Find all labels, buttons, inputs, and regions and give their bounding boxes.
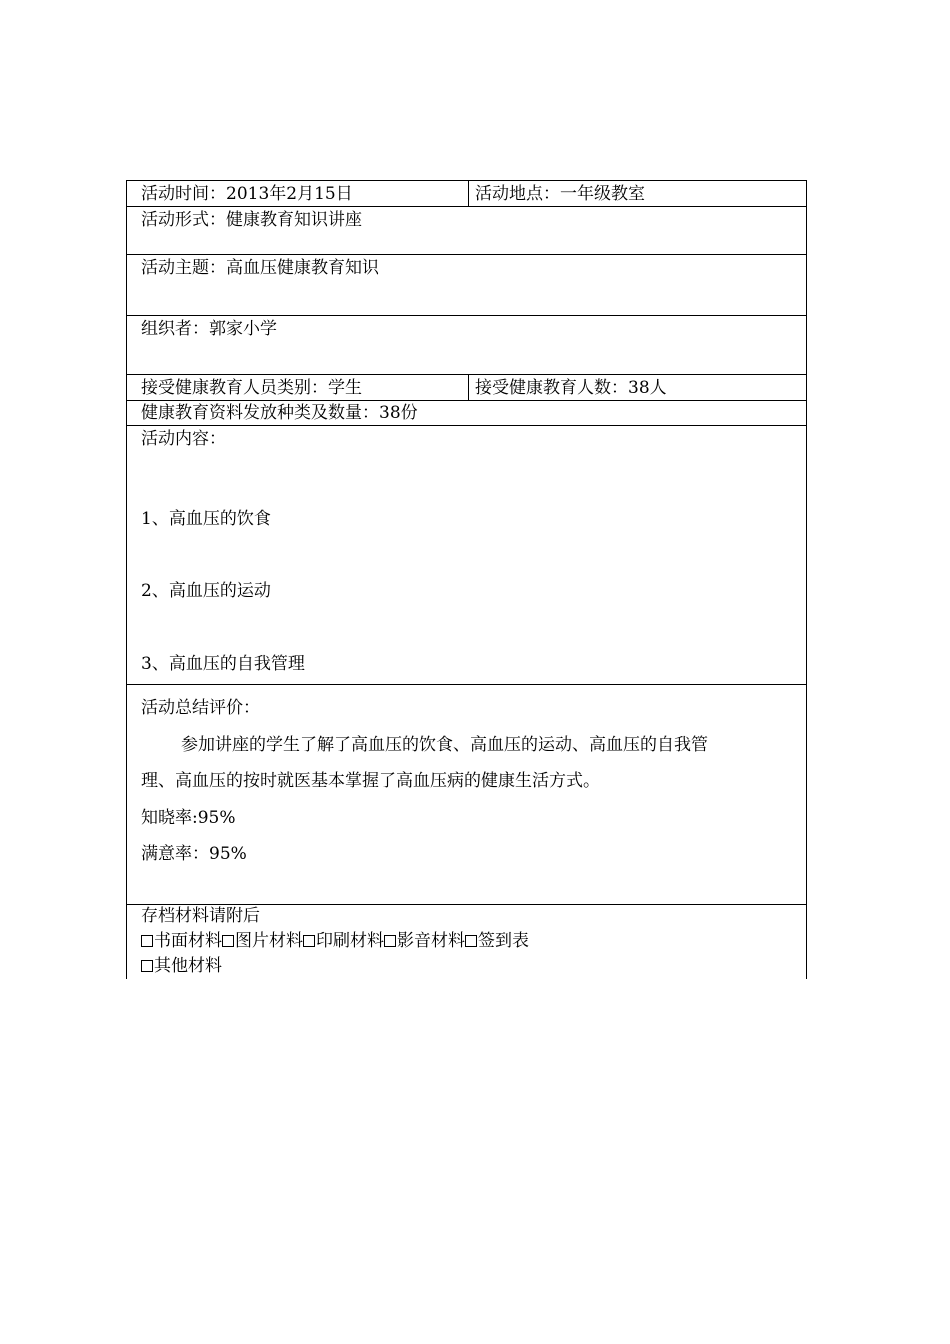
row-organizer (126, 315, 807, 374)
row-time-location (126, 180, 807, 206)
checkbox-written-materials[interactable] (141, 935, 153, 947)
row-materials-count (126, 400, 807, 425)
activity-time: 活动时间：2013年2月15日 (141, 184, 353, 204)
materials-count: 健康教育资料发放种类及数量：38份 (141, 403, 418, 423)
checkbox-picture-materials[interactable] (222, 935, 234, 947)
audience-count: 接受健康教育人数：38人 (475, 378, 667, 398)
summary-text-line: 参加讲座的学生了解了高血压的饮食、高血压的运动、高血压的自我管 (181, 735, 708, 755)
activity-location: 活动地点：一年级教室 (475, 184, 645, 204)
row-theme (126, 254, 807, 315)
audience-type: 接受健康教育人员类别：学生 (141, 378, 362, 398)
option-label: 印刷材料 (316, 931, 384, 951)
content-label: 活动内容： (141, 429, 226, 449)
checkbox-av-materials[interactable] (384, 935, 396, 947)
archive-options-line (141, 956, 222, 976)
option-label: 签到表 (478, 931, 529, 951)
option-label: 书面材料 (154, 931, 222, 951)
organizer: 组织者：郭家小学 (141, 319, 277, 339)
row-summary (126, 684, 807, 904)
awareness-rate: 知晓率:95% (141, 808, 236, 828)
archive-options-line (141, 931, 529, 951)
cell-audience-type (127, 375, 469, 400)
checkbox-sign-in-sheet[interactable] (465, 935, 477, 947)
row-content (126, 425, 807, 684)
row-format (126, 206, 807, 254)
activity-format: 活动形式：健康教育知识讲座 (141, 210, 362, 230)
content-item: 1、高血压的饮食 (141, 509, 271, 529)
activity-record-form (126, 180, 807, 979)
content-item: 3、高血压的自我管理 (141, 654, 305, 674)
cell-audience-count (469, 375, 806, 400)
row-audience (126, 374, 807, 400)
summary-text-line: 理、高血压的按时就医基本掌握了高血压病的健康生活方式。 (141, 771, 600, 791)
activity-theme: 活动主题：高血压健康教育知识 (141, 258, 379, 278)
option-label: 其他材料 (154, 956, 222, 976)
cell-time (127, 181, 469, 206)
checkbox-printed-materials[interactable] (303, 935, 315, 947)
satisfaction-rate: 满意率：95% (141, 844, 247, 864)
option-label: 影音材料 (397, 931, 465, 951)
content-item: 2、高血压的运动 (141, 581, 271, 601)
cell-location (469, 181, 806, 206)
checkbox-other-materials[interactable] (141, 960, 153, 972)
row-archive (126, 904, 807, 979)
summary-label: 活动总结评价： (141, 698, 260, 718)
option-label: 图片材料 (235, 931, 303, 951)
archive-label: 存档材料请附后 (141, 906, 260, 926)
